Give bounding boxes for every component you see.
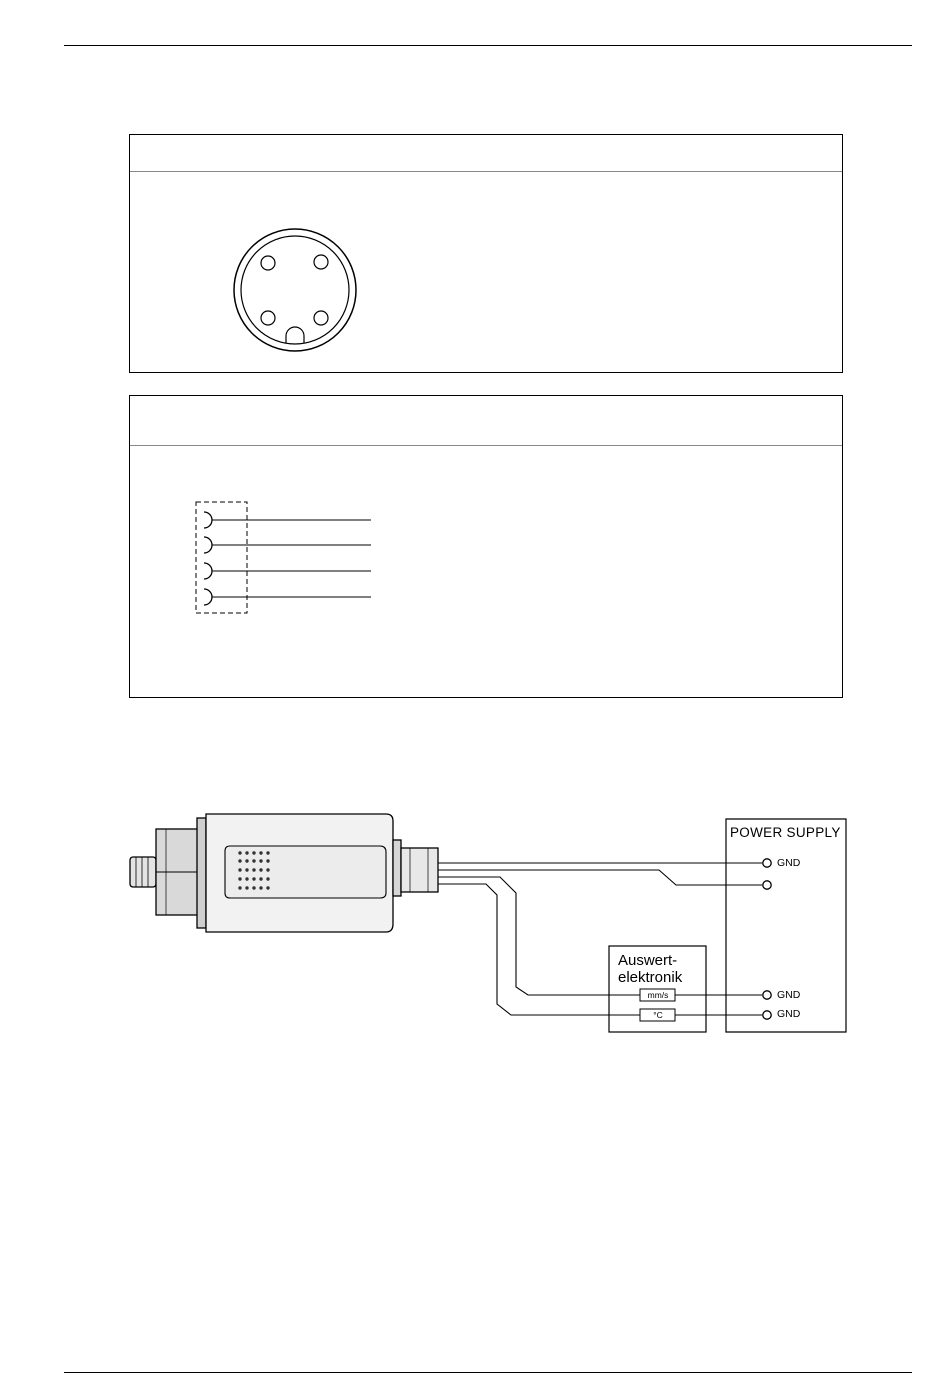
connector-pin-4	[314, 311, 328, 325]
terminal-1	[763, 859, 771, 867]
connector-pin-2	[314, 255, 328, 269]
evaluation-title-line2: elektronik	[618, 969, 683, 986]
cables	[438, 863, 762, 1015]
terminal-label-4: GND	[777, 1008, 801, 1020]
input-velocity-label: mm/s	[647, 990, 669, 1000]
connector-outer-ring	[234, 229, 356, 351]
input-temperature-label: °C	[653, 1010, 663, 1020]
terminal-label-1: GND	[777, 857, 801, 869]
connector-face	[234, 229, 356, 351]
terminal-4	[763, 1011, 771, 1019]
sensor-label-area	[225, 846, 386, 898]
power-supply-terminals	[763, 859, 771, 1019]
connector-pin-1	[261, 256, 275, 270]
evaluation-title-line1: Auswert-	[618, 952, 678, 969]
pin-contact-4	[204, 589, 212, 605]
evaluation-unit-title	[618, 952, 682, 986]
cable-gland	[401, 848, 438, 892]
sensor-stud	[130, 857, 156, 887]
sensor-collar	[393, 840, 401, 896]
terminal-label-3: GND	[777, 989, 801, 1001]
power-supply-title: POWER SUPPLY	[730, 825, 841, 840]
bottom-rule	[64, 1372, 912, 1373]
connector-inner-ring	[241, 236, 349, 344]
terminal-3	[763, 991, 771, 999]
sensor-flange	[197, 818, 206, 928]
cable-velocity-signal	[438, 877, 640, 995]
pin-schematic	[196, 502, 371, 613]
pin-contact-3	[204, 563, 212, 579]
connector-key	[286, 327, 304, 343]
terminal-2	[763, 881, 771, 889]
pin-contact-2	[204, 537, 212, 553]
plug-outline	[196, 502, 247, 613]
pin-contact-1	[204, 512, 212, 528]
sensor-body	[130, 814, 438, 932]
connector-pin-3	[261, 311, 275, 325]
